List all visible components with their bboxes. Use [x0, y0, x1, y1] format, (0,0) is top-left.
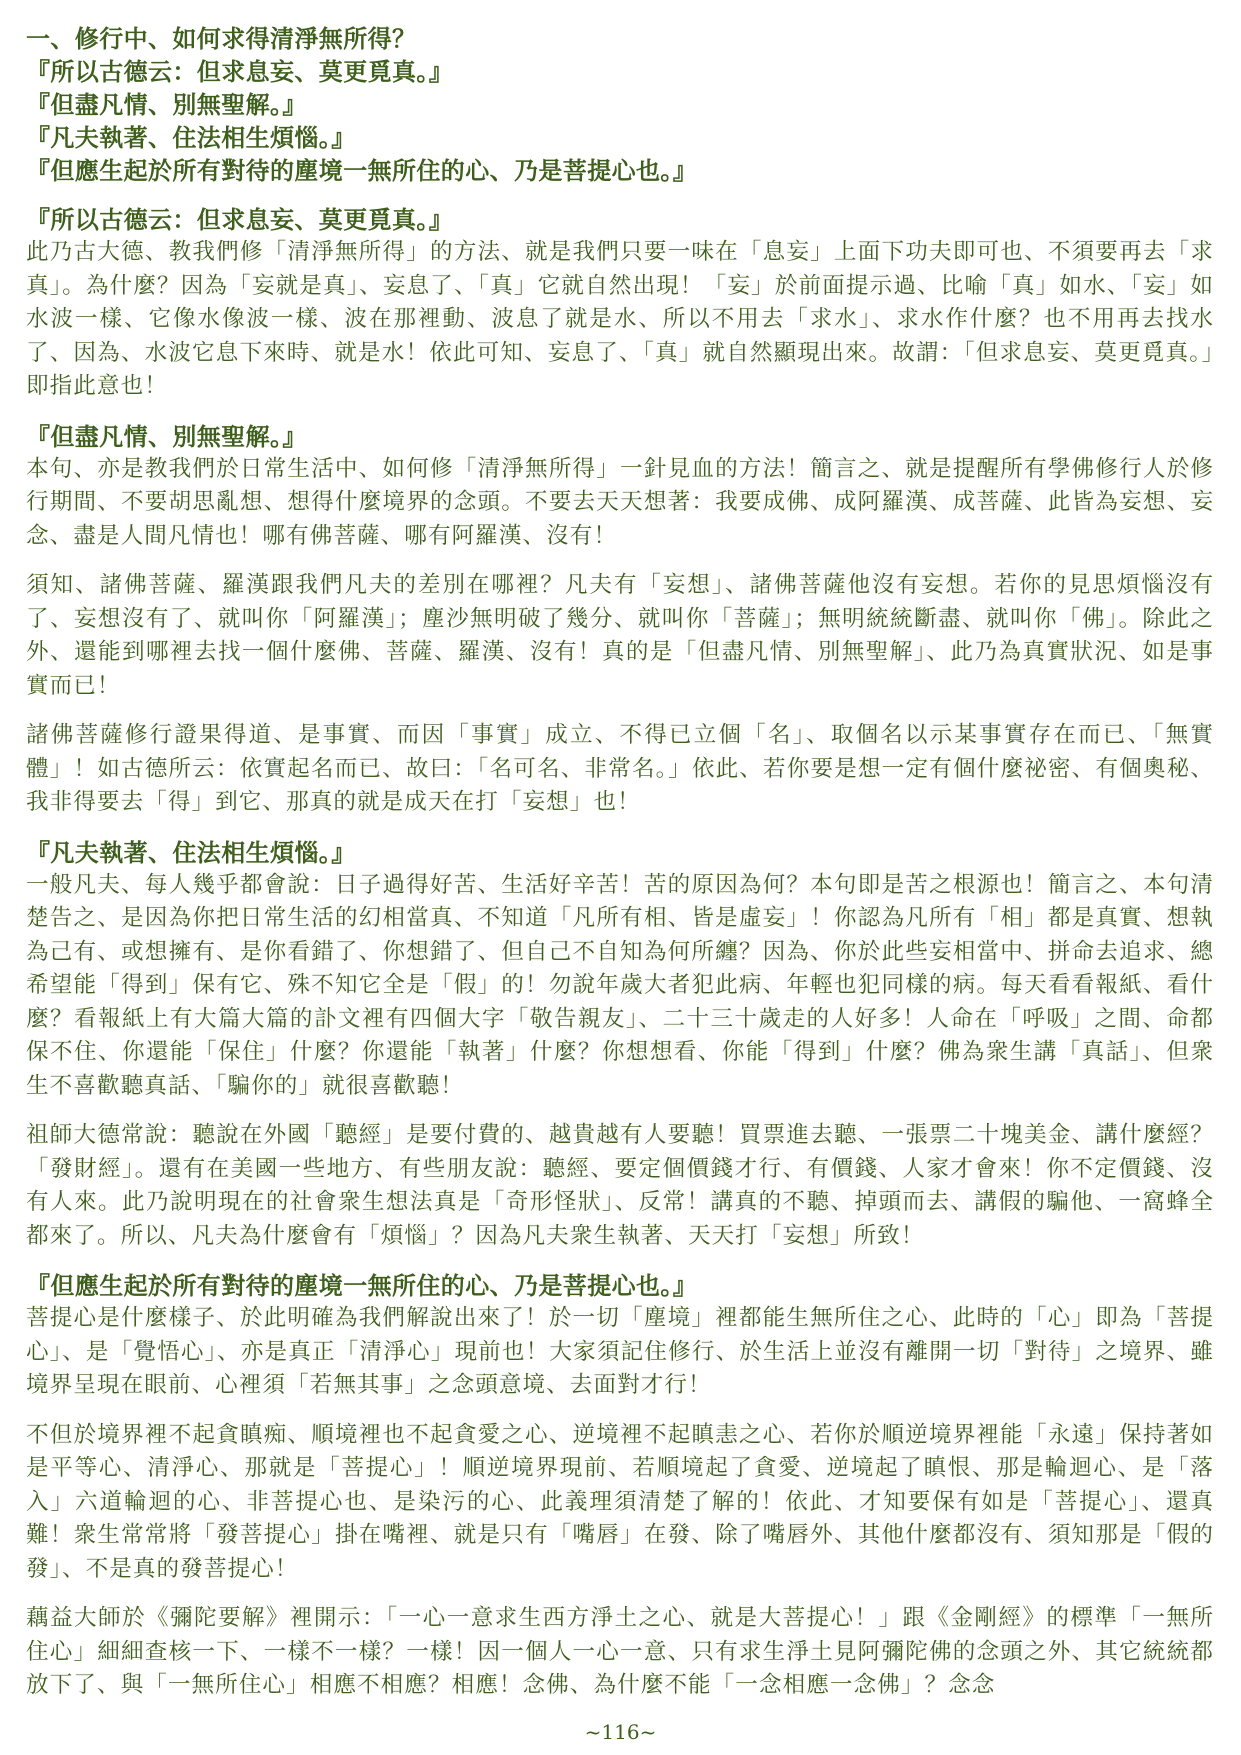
question-heading: 一、修行中、如何求得清淨無所得？ — [26, 24, 417, 53]
intro-quote: 『所以古德云：但求息妄、莫更覓真。』 — [26, 57, 454, 86]
page-number: ~116~ — [584, 1720, 657, 1744]
paragraph: 藕益大師於《彌陀要解》裡開示：「一心一意求生西方淨土之心、就是大菩提心！」跟《金剛經》的標準「一無所住心」細細查核一下、一樣不一樣？一樣！因一個人一心一意、只有求生淨土見阿彌陀佛的念頭之外、其它統統都放下了、與「一無所住心」相應不相應？相應！念佛、為什麼不能「一念相應一念佛」？念念 — [26, 1605, 1214, 1698]
paragraph: 不但於境界裡不起貪瞋痴、順境裡也不起貪愛之心、逆境裡不起瞋恚之心、若你於順逆境界裡能「永遠」保持著如是平等心、清淨心、那就是「菩提心」！順逆境界現前、若順境起了貪愛、逆境起了瞋恨、那是輪迴心、是「落入」六道輪迴的心、非菩提心也、是染污的心、此義理須清楚了解的！依此、才知要保有如是「菩提心」、還真難！衆生常常將「發菩提心」掛在嘴裡、就是只有「嘴唇」在發、除了嘴唇外、其他什麼都沒有、須知那是「假的發」、不是真的發菩提心！ — [26, 1421, 1214, 1582]
section-heading: 『凡夫執著、住法相生煩惱。』 — [26, 837, 356, 867]
paragraph: 諸佛菩薩修行證果得道、是事實、而因「事實」成立、不得已立個「名」、取個名以示某事實存在而已、「無實體」！如古德所云：依實起名而已、故曰：「名可名、非常名。」依此、若你要是想一定有個什麼祕密、有個奧秘、我非得要去「得」到它、那真的就是成天在打「妄想」也！ — [26, 722, 1214, 815]
paragraph: 一般凡夫、每人幾乎都會說：日子過得好苦、生活好辛苦！苦的原因為何？本句即是苦之根源也！簡言之、本句清楚告之、是因為你把日常生活的幻相當真、不知道「凡所有相、皆是虛妄」！你認為凡所有「相」都是真實、想執為己有、或想擁有、是你看錯了、你想錯了、但自己不自知為何所纏？因為、你於此些妄相當中、拼命去追求、總希望能「得到」保有它、殊不知它全是「假」的！勿說年歲大者犯此病、年輕也犯同樣的病。每天看看報紙、看什麼？看報紙上有大篇大篇的訃文裡有四個大字「敬告親友」、二十三十歲走的人好多！人命在「呼吸」之間、命都保不住、你還能「保住」什麼？你還能「執著」什麼？你想想看、你能「得到」什麼？佛為衆生講「真話」、但衆生不喜歡聽真話、「騙你的」就很喜歡聽！ — [26, 871, 1214, 1099]
section-2 — [26, 420, 1214, 820]
section-heading: 『但盡凡情、別無聖解。』 — [26, 421, 307, 451]
section-3 — [26, 836, 1214, 1254]
paragraph: 須知、諸佛菩薩、羅漢跟我們凡夫的差別在哪裡？凡夫有「妄想」、諸佛菩薩他沒有妄想。若你的見思煩惱沒有了、妄想沒有了、就叫你「阿羅漢」；塵沙無明破了幾分、就叫你「菩薩」；無明統統斷盡、就叫你「佛」。除此之外、還能到哪裡去找一個什麼佛、菩薩、羅漢、沒有！真的是「但盡凡情、別無聖解」、此乃為真實狀況、如是事實而已！ — [26, 572, 1214, 699]
paragraph: 祖師大德常說：聽說在外國「聽經」是要付費的、越貴越有人要聽！買票進去聽、一張票二十塊美金、講什麼經？「發財經」。還有在美國一些地方、有些朋友說：聽經、要定個價錢才行、有價錢、人家才會來！你不定價錢、沒有人來。此乃說明現在的社會衆生想法真是「奇形怪狀」、反常！講真的不聽、掉頭而去、講假的騙他、一窩蜂全都來了。所以、凡夫為什麼會有「煩惱」？因為凡夫衆生執著、天天打「妄想」所致！ — [26, 1122, 1214, 1249]
intro-quote: 『但盡凡情、別無聖解。』 — [26, 90, 307, 119]
section-heading: 『但應生起於所有對待的塵境一無所住的心、乃是菩提心也。』 — [26, 1271, 698, 1300]
section-4 — [26, 1269, 1214, 1703]
intro-block — [26, 22, 1214, 187]
section-heading: 『所以古德云：但求息妄、莫更覓真。』 — [26, 205, 454, 234]
section-1 — [26, 203, 1214, 404]
document-page — [26, 22, 1214, 1722]
paragraph: 菩提心是什麼樣子、於此明確為我們解說出來了！於一切「塵境」裡都能生無所住之心、此時的「心」即為「菩提心」、是「覺悟心」、亦是真正「清淨心」現前也！大家須記住修行、於生活上並沒有離開一切「對待」之境界、雖境界呈現在眼前、心裡須「若無其事」之念頭意境、去面對才行！ — [26, 1305, 1214, 1398]
intro-quote: 『凡夫執著、住法相生煩惱。』 — [26, 123, 356, 152]
paragraph: 此乃古大德、教我們修「清淨無所得」的方法、就是我們只要一味在「息妄」上面下功夫即可也、不須要再去「求真」。為什麼？因為「妄就是真」、妄息了、「真」它就自然出現！「妄」於前面提示過、比喻「真」如水、「妄」如水波一樣、它像水像波一樣、波在那裡動、波息了就是水、所以不用去「求水」、求水作什麼？也不用再去找水了、因為、水波它息下來時、就是水！依此可知、妄息了、「真」就自然顯現出來。故謂：「但求息妄、莫更覓真。」即指此意也！ — [26, 239, 1214, 399]
paragraph: 本句、亦是教我們於日常生活中、如何修「清淨無所得」一針見血的方法！簡言之、就是提醒所有學佛修行人於修行期間、不要胡思亂想、想得什麼境界的念頭。不要去天天想著：我要成佛、成阿羅漢、成菩薩、此皆為妄想、妄念、盡是人間凡情也！哪有佛菩薩、哪有阿羅漢、沒有！ — [26, 455, 1214, 549]
intro-quote: 『但應生起於所有對待的塵境一無所住的心、乃是菩提心也。』 — [26, 156, 698, 185]
